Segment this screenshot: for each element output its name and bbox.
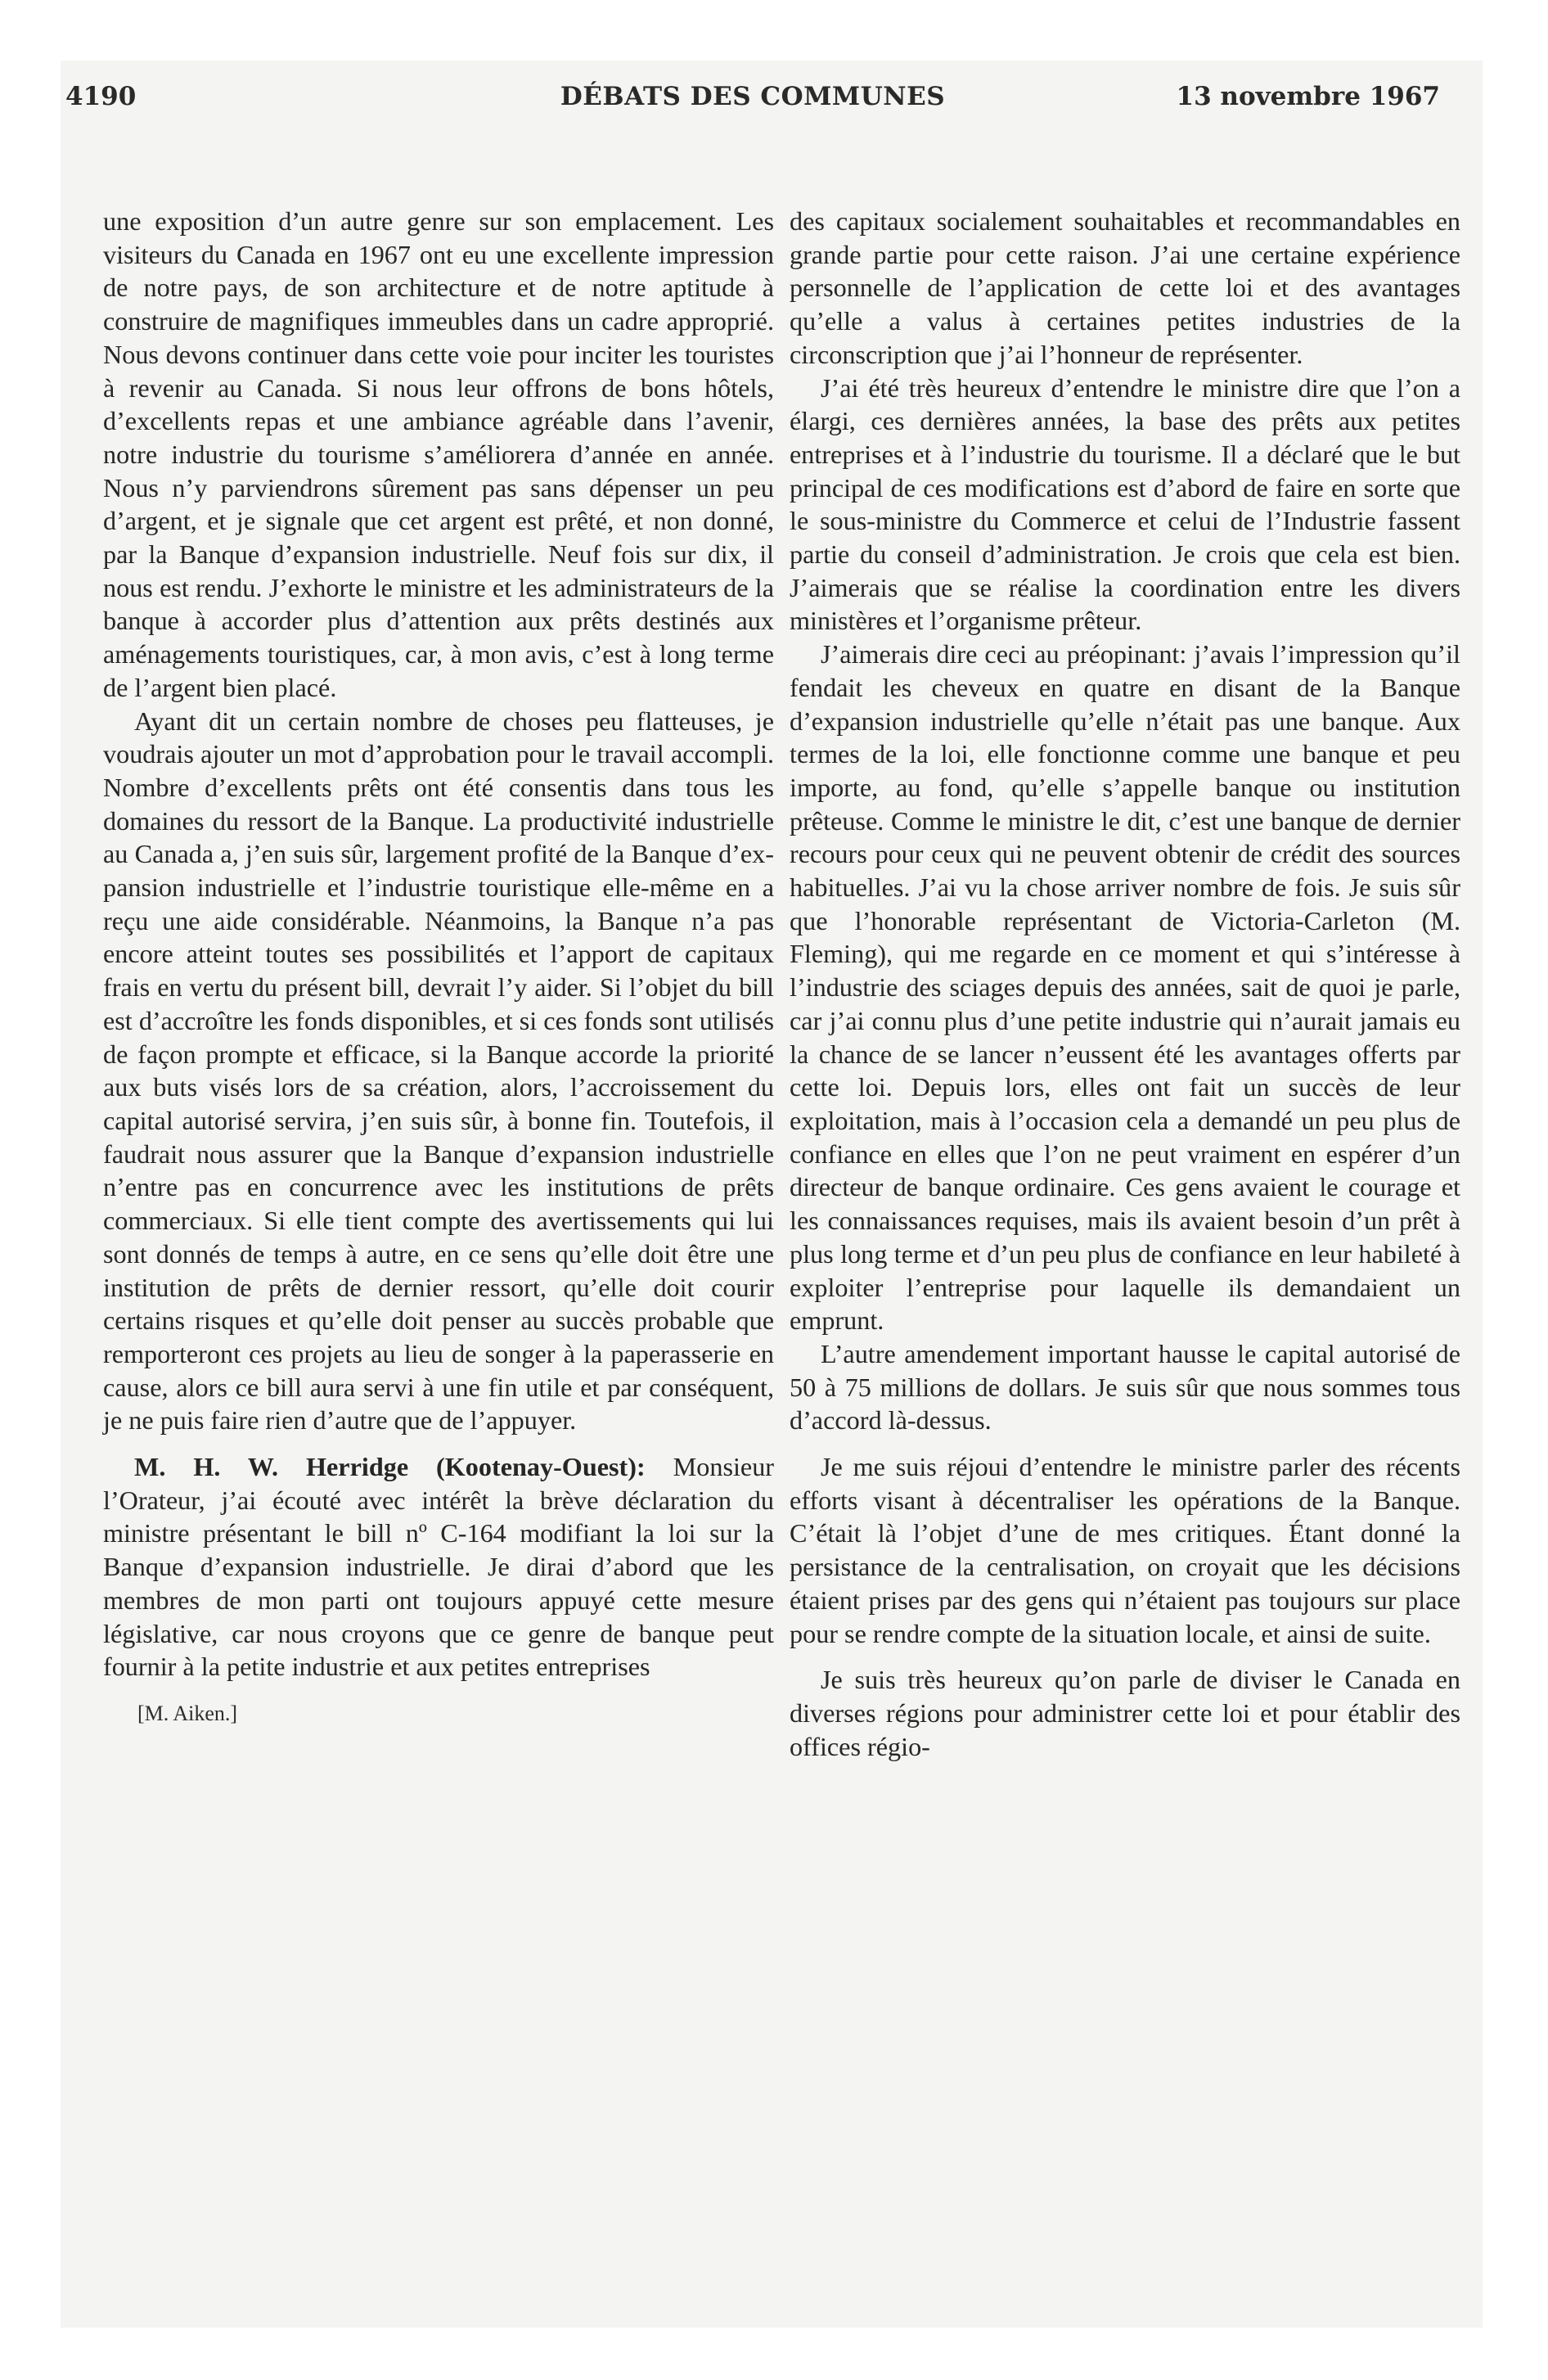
right-column <box>790 205 1460 1763</box>
paragraph: J’aimerais dire ceci au préopinant: j’avais l’impression qu’il fendait les cheveux en quatre en disant de la Banque d’expansion industrielle qu’elle n’était pas une banque. Aux termes de la loi, elle fonctionne comme une banque et peu importe, au fond, qu’elle s’appelle banque ou institution prêteuse. Comme le ministre le dit, c’est une banque de dernier recours pour ceux qui ne peuvent obtenir de crédit des sources habituelles. J’ai vu la chose arriver nombre de fois. Je suis sûr que l’honorable représentant de Victoria-Carleton (M. Fleming), qui me regarde en ce moment et qui s’intéresse à l’industrie des sciages depuis des années, sait de quoi je parle, car j’ai connu plus d’une petite industrie qui n’aurait jamais eu la chance de se lancer n’eussent été les avantages offerts par cette loi. Depuis lors, elles ont fait un succès de leur exploitation, mais à l’occasion cela a demandé un peu plus de confiance en elles que l’on ne peut vraiment en espérer d’un directeur de banque ordinaire. Ces gens avaient le courage et les connaissances requises, mais ils avaient besoin d’un prêt à plus long terme et d’un peu plus de confiance en leur habileté à exploiter l’entreprise pour laquelle ils demandaient un emprunt. <box>790 639 1460 1336</box>
journal-title: DÉBATS DES COMMUNES <box>560 82 946 111</box>
speaker-name: M. H. W. Herridge (Kootenay-Ouest): <box>134 1452 646 1482</box>
page-date: 13 novembre 1967 <box>1176 82 1440 111</box>
paragraph: Je suis très heureux qu’on parle de diviser le Canada en diverses régions pour administrer cette loi et pour établir des offices régio- <box>790 1665 1460 1761</box>
paragraph: L’autre amendement important hausse le capital autorisé de 50 à 75 millions de dollars. Je suis sûr que nous sommes tous d’accord là-dessus. <box>790 1338 1460 1436</box>
paragraph: des capitaux socialement souhaitables et recommandables en grande partie pour cette raison. J’ai une certaine expérience personnelle de l’application de cette loi et des avantages qu’elle a valus à certaines petites industries de la circonscription que j’ai l’honneur de représenter. <box>790 206 1460 369</box>
speech-text: Monsieur l’Orateur, j’ai écouté avec intérêt la brève déclaration du ministre présentant le bill nº C-164 modifiant la loi sur la Banque d’expansion industrielle. Je dirai d’abord que les membres de mon parti ont toujours appuyé cette mesure législative, car nous croyons que ce genre de banque peut fournir à la petite industrie et aux petites entreprises <box>103 1452 775 1682</box>
left-column <box>103 205 774 1728</box>
speech-paragraph <box>103 1450 774 1684</box>
paragraph: Je me suis réjoui d’entendre le ministre parler des récents efforts visant à décentraliser les opérations de la Banque. C’était là l’objet d’une de mes critiques. Étant donné la persistance de la centralisation, on croyait que les décisions étaient prises par des gens qui n’étaient pas toujours sur place pour se rendre compte de la situation locale, et ainsi de suite. <box>790 1452 1460 1648</box>
page-header <box>65 82 1440 131</box>
paragraph: Ayant dit un certain nombre de choses peu flatteuses, je voudrais ajouter un mot d’approbation pour le travail accompli. Nombre d’excellents prêts ont été consentis dans tous les domaines du ressort de la Banque. La productivité industrielle au Canada a, j’en suis sûr, largement profité de la Banque d’expansion industrielle et l’industrie touristique elle-même en a reçu une aide considérable. Néanmoins, la Banque n’a pas encore atteint toutes ses possibilités et l’apport de capitaux frais en vertu du présent bill, devrait l’y aider. Si l’objet du bill est d’accroître les fonds disponibles, et si ces fonds sont utilisés de façon prompte et efficace, si la Banque accorde la priorité aux buts visés lors de sa création, alors, l’accroissement du capital autorisé servira, j’en suis sûr, à bonne fin. Toutefois, il faudrait nous assurer que la Banque d’expansion industrielle n’entre pas en concurrence avec les institutions de prêts commerciaux. Si elle tient compte des avertissements qui lui sont donnés de temps à autre, en ce sens qu’elle doit être une institution de prêts de dernier ressort, qu’elle doit courir certains risques et qu’elle doit penser au succès probable que remporteront ces projets au lieu de songer à la paperasserie en cause, alors ce bill aura servi à une fin utile et par conséquent, je ne puis faire rien d’autre que de l’appuyer. <box>103 705 774 1436</box>
page-number: 4190 <box>65 82 137 111</box>
footer-reference: [M. Aiken.] <box>137 1701 238 1725</box>
paragraph: une exposition d’un autre genre sur son emplacement. Les visiteurs du Canada en 1967 ont eu une excellente impression de notre pays, de son architecture et de notre aptitude à construire de magnifiques immeubles dans un cadre approprié. Nous devons continuer dans cette voie pour inciter les touristes à revenir au Canada. Si nous leur offrons de bons hôtels, d’excellents repas et une ambiance agréable dans l’avenir, notre industrie du tourisme s’améliorera d’année en année. Nous n’y parviendrons sûrement pas sans dépenser un peu d’argent, et je signale que cet argent est prêté, et non donné, par la Banque d’expansion industrielle. Neuf fois sur dix, il nous est rendu. J’exhorte le ministre et les administrateurs de la banque à accorder plus d’attention aux prêts destinés aux aménagements touristiques, car, à mon avis, c’est à long terme de l’argent bien placé. <box>103 206 774 702</box>
paragraph: J’ai été très heureux d’entendre le ministre dire que l’on a élargi, ces dernières années, la base des prêts aux petites entreprises et à l’industrie du tourisme. Il a déclaré que le but principal de ces modifications est d’abord de faire en sorte que le sous-ministre du Commerce et celui de l’Industrie fassent partie du conseil d’administration. Je crois que cela est bien. J’aimerais que se réalise la coordination entre les divers ministères et l’organisme prêteur. <box>790 372 1460 636</box>
